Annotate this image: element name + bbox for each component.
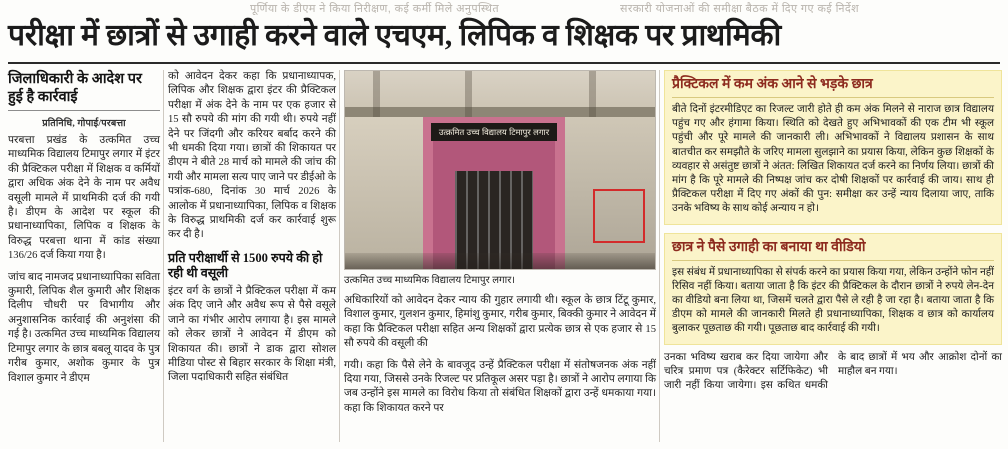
facade-upper-wall xyxy=(345,71,655,109)
feature-2-title-rule xyxy=(672,260,994,261)
top-bleed-left-text: पूर्णिया के डीएम ने किया निरीक्षण, कई कर्मी मिले अनुपस्थित xyxy=(250,3,500,15)
column-3-paragraph-2: गयी। कहा कि पैसे लेने के बावजूद उन्हें प्रैक्टिकल परीक्षा में संतोषजनक अंक नहीं दिया गया, जिससे उनके रिजल्ट पर प्रतिकूल असर पड़ा है। छात्रों ने आरोप लगाया कि जब उन्होंने इस मामले का विरोध किया तो संबंधित शिक्षकों द्वारा उन्हें धमकाया गया। कहा कि शिकायत करने पर xyxy=(344,359,656,414)
column-1 xyxy=(8,70,160,386)
column-2-paragraph-1: को आवेदन देकर कहा कि प्रधानाध्यापक, लिपिक और शिक्षक द्वारा इंटर की प्रैक्टिकल परीक्षा में अंक देने के नाम पर एक हजार से 15 सौ रुपये की मांग की गयी थी। रुपये नहीं देने पर जिंदगी और करियर बर्बाद करने की भी धमकी दिया गया। छात्रों की शिकायत पर डीएम ने बीते 28 मार्च को मामले की जांच की गयी और मामला सत्य पाए जाने पर डीईओ के पत्रांक-680, दिनांक 30 मार्च 2026 के आलोक में प्रधानाध्यापिका, लिपिक व शिक्षक के विरुद्ध प्राथमिकी दर्ज कर कार्रवाई शुरू कर दी है। xyxy=(168,71,336,241)
feature-2-body: इस संबंध में प्रधानाध्यापिका से संपर्क करने का प्रयास किया गया, लेकिन उन्होंने फोन नहीं रिसिव नहीं किया। बताया जाता है कि इंटर की प्रैक्टिकल के दौरान छात्रों ने रुपये लेन-देन का वीडियो बना लिया था, जिसमें चलते द्वारा पैसे ले रही है जा रहा है। बताया जाता है कि डीएम को मामले की जानकारी मिलते ही प्रधानाध्यापिका, शिक्षक व छात्र को कार्यालय बुलाकर पूछताछ की गयी। पूछताछ बाद कार्रवाई की गयी। xyxy=(672,266,994,335)
feature-2-title: छात्र ने पैसे उगाही का बनाया था वीडियो xyxy=(672,239,866,255)
pink-entrance-inner xyxy=(433,125,555,270)
column-1-paragraph-2: जांच बाद नामजद प्रधानाध्यापिका सविता कुमारी, लिपिक शैल कुमारी और शिक्षक दिलीप चौधरी पर विभागीय और अनुशासनिक कार्रवाई की अनुशंसा की गई है। उत्कमित उच्च माध्यमिक विद्यालय टिमापुर लगार के छात्र बबलू यादव के पुत्र गरीब कुमार, अशोक कुमार के पुत्र विशाल कुमार ने डीएम xyxy=(8,271,160,384)
column-divider-2 xyxy=(339,70,340,442)
school-building-photo xyxy=(344,70,656,270)
column-1-subhead-rule xyxy=(8,110,160,111)
photo-background xyxy=(345,71,655,269)
column-4-bottom-note: उनका भविष्य खराब कर दिया जायेगा और चरित्र प्रमाण पत्र (कैरेक्टर सर्टिफिकेट) भी जारी नहीं किया जायेगा। इस कथित धमकी के बाद छात्रों में भय और आक्रोश दोनों का माहौल बन गया। xyxy=(664,351,1002,392)
feature-1-body: बीते दिनों इंटरमीडिएट का रिजल्ट जारी होते ही कम अंक मिलने से नाराज छात्र विद्यालय पहुंच गए और हंगामा किया। स्थिति को देखते हुए अभिभावकों की एक टीम भी स्कूल पहुंची और पूरे मामले की जानकारी ली। अभिभावकों ने विद्यालय प्रशासन के साथ बातचीत कर समझौते के जरिए मामला सुलझाने का प्रयास किया, लेकिन कुछ शिक्षकों के व्यवहार से असंतुष्ट छात्रों ने अंतत: लिखित शिकायत दर्ज करने का निर्णय लिया। छात्रों की मांग है कि पूरे मामले की निष्पक्ष जांच कर दोषी शिक्षकों पर कार्रवाई की जाय। साथ ही प्रैक्टिकल परीक्षा में दिए गए अंकों की पुन: समीक्षा कर उन्हें न्याय दिलाया जाए, ताकि उनके भविष्य के साथ कोई अन्याय न हो। xyxy=(672,104,994,215)
column-1-paragraph-1: परबत्ता प्रखंड के उत्कमित उच्च माध्यमिक विद्यालय टिमापुर लगार में इंटर की प्रैक्टिकल परीक्षा में शिक्षक व कर्मियों द्वारा अधिक अंक देने के नाम पर अवैध वसूली मामले में प्राथमिकी दर्ज की गयी है। डीएम के आदेश पर स्कूल की प्रधानाध्यापिका, लिपिक व शिक्षक के विरुद्ध परबत्ता थाना में कांड संख्या 136/26 दर्ज किया गया है। xyxy=(8,135,160,262)
column-3-paragraph-1: अधिकारियों को आवेदन देकर न्याय की गुहार लगायी थी। स्कूल के छात्र टिंटू कुमार, विशाल कुमार, गुलशन कुमार, हिमांशु कुमार, गरीब कुमार, बिक्की कुमार ने आवेदन में कहा कि प्रैक्टिकल परीक्षा सहित अन्य शिक्षकों द्वारा प्रत्येक छात्र से एक हजार से 15 सौ रुपये की वसूली की xyxy=(344,295,656,350)
top-bleed-right-text: सरकारी योजनाओं की समीक्षा बैठक में दिए गए कई निर्देश xyxy=(620,3,860,15)
column-1-subhead: जिलाधिकारी के आदेश पर हुई है कार्रवाई xyxy=(8,71,142,105)
column-divider-3 xyxy=(659,70,660,442)
red-highlight-box xyxy=(593,189,645,243)
foreground-shadow xyxy=(345,253,655,269)
column-divider-1 xyxy=(163,70,164,442)
facade-band xyxy=(345,107,655,117)
left-wall xyxy=(345,117,429,270)
wall-streak-3 xyxy=(589,71,596,117)
article-columns xyxy=(8,70,1002,442)
column-2-midhead: प्रति परीक्षार्थी से 1500 रुपये की हो रही थी वसूली xyxy=(168,250,323,280)
feature-box-2 xyxy=(664,233,1002,345)
headline-divider xyxy=(8,62,1000,64)
feature-1-title-rule xyxy=(672,97,994,98)
school-signboard: उत्क्रमित उच्च विद्यालय टिमापुर लगार xyxy=(431,123,557,141)
byline: प्रतिनिधि, गोपाई/परबत्ता xyxy=(42,119,126,129)
page-title: परीक्षा में छात्रों से उगाही करने वाले एचएम, लिपिक व शिक्षक पर प्राथमिकी xyxy=(8,19,782,52)
column-4 xyxy=(664,70,1002,393)
top-bleed-strip xyxy=(0,0,1008,16)
wall-streak-2 xyxy=(465,71,472,117)
feature-box-1 xyxy=(664,70,1002,225)
column-2-paragraph-2: इंटर वर्ग के छात्रों ने प्रैक्टिकल परीक्षा में कम अंक दिए जाने और अवैध रूप से पैसे वसूले जाने का गंभीर आरोप लगाया है। इस मामले को लेकर छात्रों ने आवेदन में डीएम को शिकायत की। छात्रों ने डाक द्वारा सोशल मीडिया पोस्ट से बिहार सरकार के शिक्षा मंत्री, जिला पदाधिकारी सहित संबंधित xyxy=(168,285,336,384)
photo-caption: उत्कमित उच्च माध्यमिक विद्यालय टिमापुर लगार। xyxy=(344,275,516,286)
wall-streak-1 xyxy=(373,71,380,117)
feature-1-title: प्रैक्टिकल में कम अंक आने से भड़के छात्र xyxy=(672,77,873,92)
column-3 xyxy=(344,70,656,416)
column-2 xyxy=(168,70,336,386)
